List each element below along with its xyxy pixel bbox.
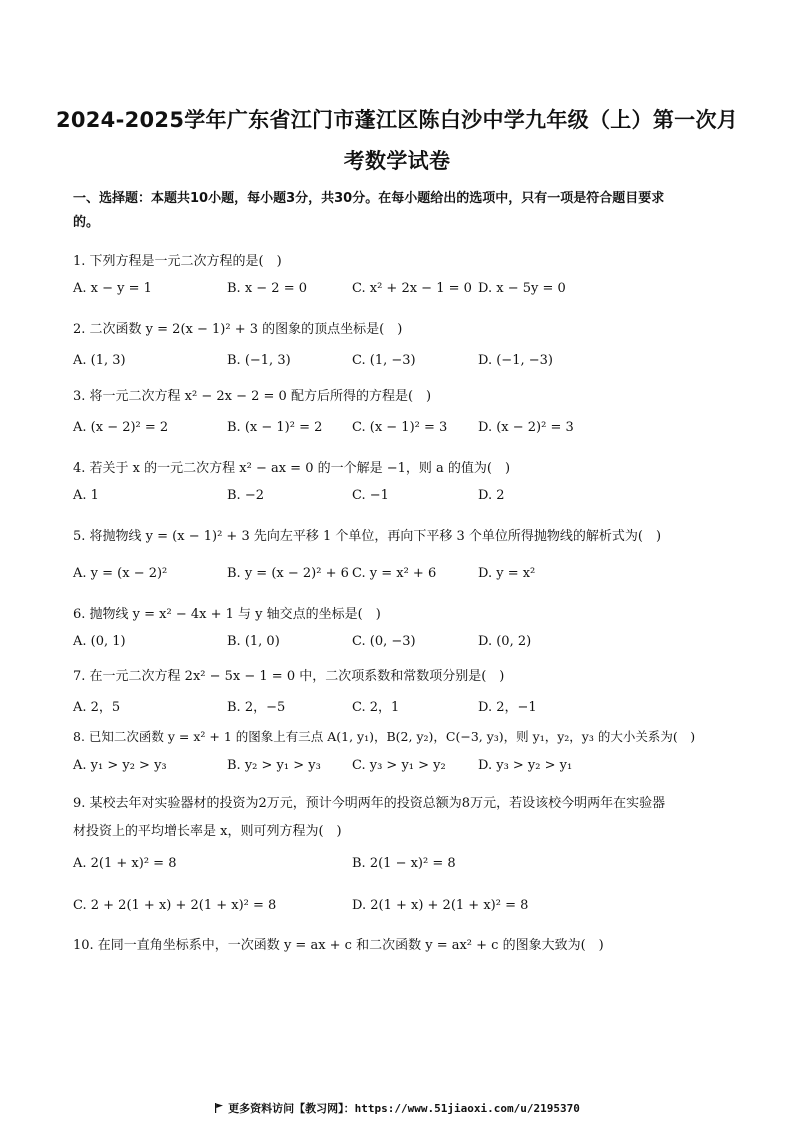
q9-option-d: D. 2(1 + x) + 2(1 + x)² = 8 — [352, 898, 529, 913]
footer-link[interactable] — [0, 1100, 794, 1116]
q2-option-d: D. (−1, −3) — [478, 353, 553, 368]
question-6-stem: 6. 抛物线 y = x² − 4x + 1 与 y 轴交点的坐标是( ) — [73, 607, 381, 622]
question-3-stem: 3. 将一元二次方程 x² − 2x − 2 = 0 配方后所得的方程是( ) — [73, 389, 432, 404]
q4-option-d: D. 2 — [478, 488, 505, 503]
flag-icon — [214, 1103, 224, 1113]
q9-option-b: B. 2(1 − x)² = 8 — [352, 856, 456, 871]
q5-option-a: A. y = (x − 2)² — [73, 566, 168, 581]
q7-option-c: C. 2，1 — [352, 700, 400, 715]
section-heading-line2: 的。 — [73, 215, 100, 230]
q1-option-c: C. x² + 2x − 1 = 0 — [352, 281, 472, 296]
question-4-stem: 4. 若关于 x 的一元二次方程 x² − ax = 0 的一个解是 −1，则 a 的值为( ) — [73, 461, 511, 476]
question-5-stem: 5. 将抛物线 y = (x − 1)² + 3 先向左平移 1 个单位，再向下平移 3 个单位所得抛物线的解析式为( ) — [73, 529, 662, 544]
section-heading — [73, 187, 733, 235]
q3-option-c: C. (x − 1)² = 3 — [352, 420, 448, 435]
q4-option-c: C. −1 — [352, 488, 389, 503]
q6-option-d: D. (0, 2) — [478, 634, 532, 649]
exam-title-line1: 2024-2025学年广东省江门市蓬江区陈白沙中学九年级（上）第一次月 — [55, 108, 739, 132]
footer-text: 更多资料访问【教习网】：https://www.51jiaoxi.com/u/2195370 — [228, 1102, 580, 1115]
q5-option-b: B. y = (x − 2)² + 6 — [227, 566, 349, 581]
q3-option-b: B. (x − 1)² = 2 — [227, 420, 323, 435]
section-heading-line1: 一、选择题：本题共10小题，每小题3分，共30分。在每小题给出的选项中，只有一项是符合题目要求 — [73, 191, 665, 206]
q7-option-d: D. 2，−1 — [478, 700, 537, 715]
q2-option-b: B. (−1, 3) — [227, 353, 291, 368]
question-2-stem: 2. 二次函数 y = 2(x − 1)² + 3 的图象的顶点坐标是( ) — [73, 322, 403, 337]
q2-option-c: C. (1, −3) — [352, 353, 416, 368]
question-10-stem: 10. 在同一直角坐标系中，一次函数 y = ax + c 和二次函数 y = ax² + c 的图象大致为( ) — [73, 938, 604, 953]
q6-option-a: A. (0, 1) — [73, 634, 126, 649]
q1-option-b: B. x − 2 = 0 — [227, 281, 308, 296]
q3-option-d: D. (x − 2)² = 3 — [478, 420, 574, 435]
q6-option-c: C. (0, −3) — [352, 634, 416, 649]
question-9-stem-cont: 材投资上的平均增长率是 x，则可列方程为( ) — [73, 824, 342, 839]
q2-option-a: A. (1, 3) — [73, 353, 126, 368]
q7-option-b: B. 2，−5 — [227, 700, 286, 715]
q9-option-c: C. 2 + 2(1 + x) + 2(1 + x)² = 8 — [73, 898, 277, 913]
exam-title-line2: 考数学试卷 — [343, 149, 451, 173]
q5-option-d: D. y = x² — [478, 566, 536, 581]
q3-option-a: A. (x − 2)² = 2 — [73, 420, 169, 435]
q4-option-a: A. 1 — [73, 488, 99, 503]
question-7-stem: 7. 在一元二次方程 2x² − 5x − 1 = 0 中，二次项系数和常数项分别是( ) — [73, 669, 505, 684]
q6-option-b: B. (1, 0) — [227, 634, 280, 649]
q8-option-c: C. y₃ > y₁ > y₂ — [352, 758, 446, 773]
q1-option-a: A. x − y = 1 — [73, 281, 152, 296]
q1-option-d: D. x − 5y = 0 — [478, 281, 566, 296]
question-1-stem: 1. 下列方程是一元二次方程的是( ) — [73, 254, 282, 269]
q8-option-b: B. y₂ > y₁ > y₃ — [227, 758, 321, 773]
q8-option-a: A. y₁ > y₂ > y₃ — [73, 758, 167, 773]
q4-option-b: B. −2 — [227, 488, 264, 503]
question-9-stem: 9. 某校去年对实验器材的投资为2万元，预计今明两年的投资总额为8万元，若设该校今明两年在实验器 — [73, 796, 666, 811]
q9-option-a: A. 2(1 + x)² = 8 — [73, 856, 177, 871]
question-8-stem: 8. 已知二次函数 y = x² + 1 的图象上有三点 A(1, y₁)，B(2, y₂)，C(−3, y₃)，则 y₁，y₂，y₃ 的大小关系为( ) — [73, 729, 696, 744]
q7-option-a: A. 2，5 — [73, 700, 121, 715]
q8-option-d: D. y₃ > y₂ > y₁ — [478, 758, 573, 773]
q5-option-c: C. y = x² + 6 — [352, 566, 437, 581]
